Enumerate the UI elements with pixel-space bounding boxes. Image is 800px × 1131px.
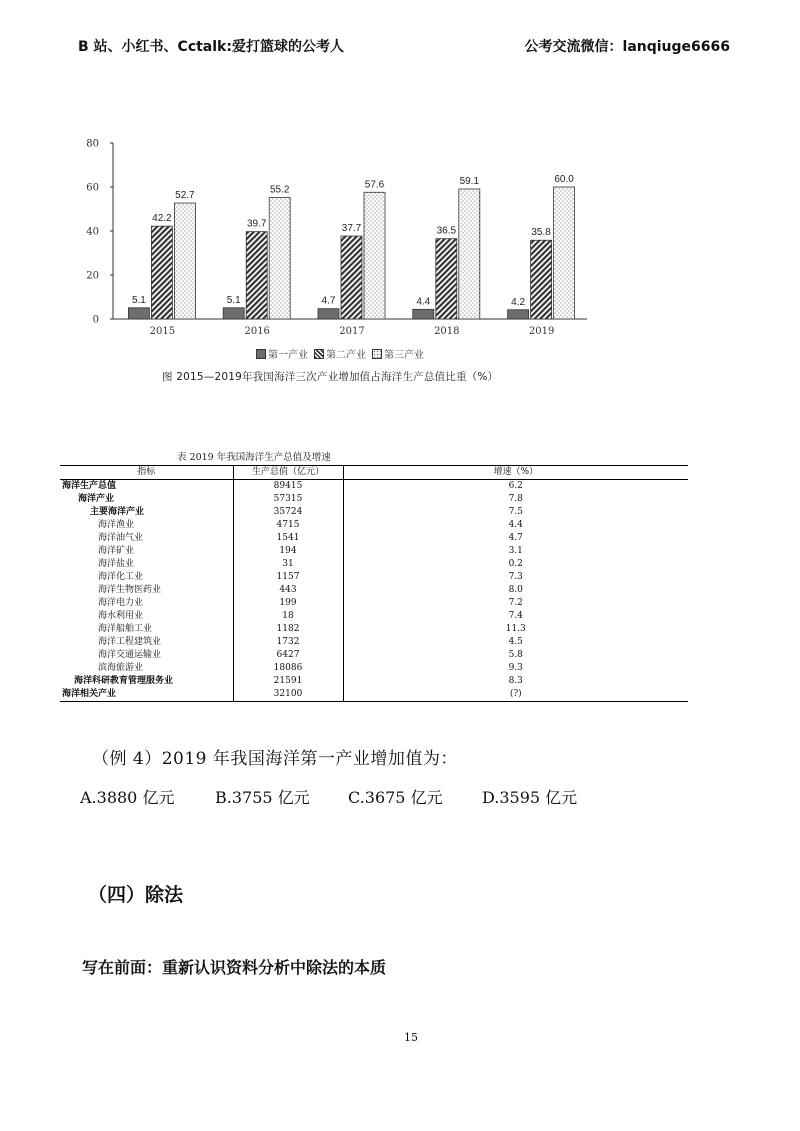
data-label: 60.0 xyxy=(554,174,574,185)
data-label: 4.7 xyxy=(321,295,336,307)
table-row xyxy=(60,519,688,532)
table-row xyxy=(60,545,688,558)
bar-primary xyxy=(413,309,434,319)
value-cell: 89415 xyxy=(233,480,343,494)
value-cell: 32100 xyxy=(233,688,343,702)
indicator-cell: 海洋船舶工业 xyxy=(98,624,153,634)
y-tick-label: 60 xyxy=(86,182,99,194)
growth-cell: 7.2 xyxy=(343,597,688,610)
growth-cell: (?) xyxy=(343,688,688,702)
bar-primary xyxy=(508,310,529,319)
bar-secondary xyxy=(246,232,267,319)
growth-cell: 7.3 xyxy=(343,571,688,584)
table-row xyxy=(60,675,688,688)
growth-cell: 4.7 xyxy=(343,532,688,545)
chart-legend xyxy=(256,346,424,361)
value-cell: 18086 xyxy=(233,662,343,675)
growth-cell: 7.8 xyxy=(343,493,688,506)
data-label: 5.1 xyxy=(226,294,241,306)
value-cell: 6427 xyxy=(233,649,343,662)
data-label: 55.2 xyxy=(269,184,290,196)
x-tick-label: 2015 xyxy=(149,326,176,337)
option-d[interactable]: D.3595 亿元 xyxy=(482,788,578,807)
value-cell: 57315 xyxy=(233,493,343,506)
growth-cell: 0.2 xyxy=(343,558,688,571)
table-row xyxy=(60,584,688,597)
growth-cell: 8.0 xyxy=(343,584,688,597)
value-cell: 1732 xyxy=(233,636,343,649)
bar-secondary xyxy=(151,226,172,319)
indicator-cell: 海洋盐业 xyxy=(98,559,135,569)
data-label: 5.1 xyxy=(131,294,146,306)
indicator-cell: 海洋相关产业 xyxy=(60,688,233,702)
growth-cell: 6.2 xyxy=(343,480,688,494)
y-tick-label: 20 xyxy=(86,270,99,282)
column-header-growth: 增速（%） xyxy=(343,466,688,480)
value-cell: 1157 xyxy=(233,571,343,584)
indicator-cell: 海洋油气业 xyxy=(98,533,144,543)
value-cell: 21591 xyxy=(233,675,343,688)
bar-tertiary xyxy=(174,203,195,319)
bar-tertiary xyxy=(269,198,290,319)
table-row xyxy=(60,506,688,519)
indicator-cell: 主要海洋产业 xyxy=(90,507,145,517)
value-cell: 199 xyxy=(233,597,343,610)
value-cell: 31 xyxy=(233,558,343,571)
table-row xyxy=(60,480,688,494)
data-label: 57.6 xyxy=(364,179,385,191)
data-label: 42.2 xyxy=(152,213,172,225)
indicator-cell: 海洋生产总值 xyxy=(62,481,117,491)
option-a[interactable]: A.3880 亿元 xyxy=(80,788,175,807)
growth-cell: 7.5 xyxy=(343,506,688,519)
subsection-title: 写在前面：重新认识资料分析中除法的本质 xyxy=(82,958,387,977)
growth-cell: 7.4 xyxy=(343,610,688,623)
growth-cell: 11.3 xyxy=(343,623,688,636)
y-tick-label: 0 xyxy=(92,314,99,326)
growth-cell: 3.1 xyxy=(343,545,688,558)
data-label: 39.7 xyxy=(246,218,267,230)
growth-cell: 4.5 xyxy=(343,636,688,649)
value-cell: 443 xyxy=(233,584,343,597)
bar-tertiary xyxy=(459,189,480,319)
indicator-cell: 海洋产业 xyxy=(78,494,115,504)
option-c[interactable]: C.3675 亿元 xyxy=(348,788,443,807)
question-stem: （例 4）2019 年我国海洋第一产业增加值为： xyxy=(92,749,458,769)
data-label: 37.7 xyxy=(341,223,362,235)
chart-caption: 图 2015—2019年我国海洋三次产业增加值占海洋生产总值比重（%） xyxy=(162,371,499,383)
indicator-cell: 海洋化工业 xyxy=(98,572,144,582)
y-tick-label: 80 xyxy=(86,138,99,150)
value-cell: 35724 xyxy=(233,506,343,519)
indicator-cell: 海洋生物医药业 xyxy=(98,585,162,595)
table-title: 表 2019 年我国海洋生产总值及增速 xyxy=(177,452,331,463)
table-row xyxy=(60,558,688,571)
table-row xyxy=(60,532,688,545)
value-cell: 194 xyxy=(233,545,343,558)
indicator-cell: 海洋矿业 xyxy=(98,546,135,556)
table-row xyxy=(60,623,688,636)
table-row xyxy=(60,493,688,506)
data-label: 4.4 xyxy=(416,296,431,308)
value-cell: 1541 xyxy=(233,532,343,545)
value-cell: 4715 xyxy=(233,519,343,532)
bar-secondary xyxy=(436,239,457,319)
x-tick-label: 2018 xyxy=(434,326,460,337)
data-label: 4.2 xyxy=(511,296,526,308)
growth-cell: 8.3 xyxy=(343,675,688,688)
legend-item-primary: 第一产业 xyxy=(256,346,308,361)
legend-item-secondary: 第二产业 xyxy=(314,346,366,361)
bar-tertiary xyxy=(364,192,385,319)
data-table xyxy=(60,465,688,702)
table-row xyxy=(60,649,688,662)
page-number: 15 xyxy=(404,1031,418,1044)
table-row xyxy=(60,688,688,702)
data-label: 35.8 xyxy=(531,227,551,239)
value-cell: 18 xyxy=(233,610,343,623)
y-tick-label: 40 xyxy=(86,226,99,238)
bar-primary xyxy=(223,308,244,319)
table-row xyxy=(60,597,688,610)
indicator-cell: 滨海旅游业 xyxy=(98,663,144,673)
bar-primary xyxy=(318,309,339,319)
bar-tertiary xyxy=(554,187,575,319)
data-label: 36.5 xyxy=(436,225,457,237)
indicator-cell: 海洋科研教育管理服务业 xyxy=(74,676,174,686)
table-row xyxy=(60,662,688,675)
column-header-value: 生产总值（亿元） xyxy=(233,466,343,480)
section-title: （四）除法 xyxy=(88,884,184,906)
bar-primary xyxy=(128,308,149,319)
indicator-cell: 海洋工程建筑业 xyxy=(98,637,162,647)
bar-secondary xyxy=(341,236,362,319)
indicator-cell: 海水利用业 xyxy=(98,611,144,621)
growth-cell: 4.4 xyxy=(343,519,688,532)
x-tick-label: 2017 xyxy=(339,326,365,337)
indicator-cell: 海洋电力业 xyxy=(98,598,144,608)
x-tick-label: 2016 xyxy=(244,326,270,337)
indicator-cell: 海洋渔业 xyxy=(98,520,135,530)
table-row xyxy=(60,571,688,584)
option-b[interactable]: B.3755 亿元 xyxy=(215,788,310,807)
page-header-right: 公考交流微信：lanqiuge6666 xyxy=(524,39,730,55)
bar-secondary xyxy=(531,240,552,319)
value-cell: 1182 xyxy=(233,623,343,636)
legend-item-tertiary: 第三产业 xyxy=(372,346,424,361)
data-label: 52.7 xyxy=(175,190,195,202)
data-label: 59.1 xyxy=(459,175,480,187)
growth-cell: 5.8 xyxy=(343,649,688,662)
x-tick-label: 2019 xyxy=(528,326,555,337)
page-header-left: B 站、小红书、Cctalk:爱打篮球的公考人 xyxy=(78,39,344,55)
indicator-cell: 海洋交通运输业 xyxy=(98,650,162,660)
column-header-indicator: 指标 xyxy=(60,466,233,480)
table-row xyxy=(60,636,688,649)
growth-cell: 9.3 xyxy=(343,662,688,675)
table-row xyxy=(60,610,688,623)
bar-chart xyxy=(60,130,600,340)
